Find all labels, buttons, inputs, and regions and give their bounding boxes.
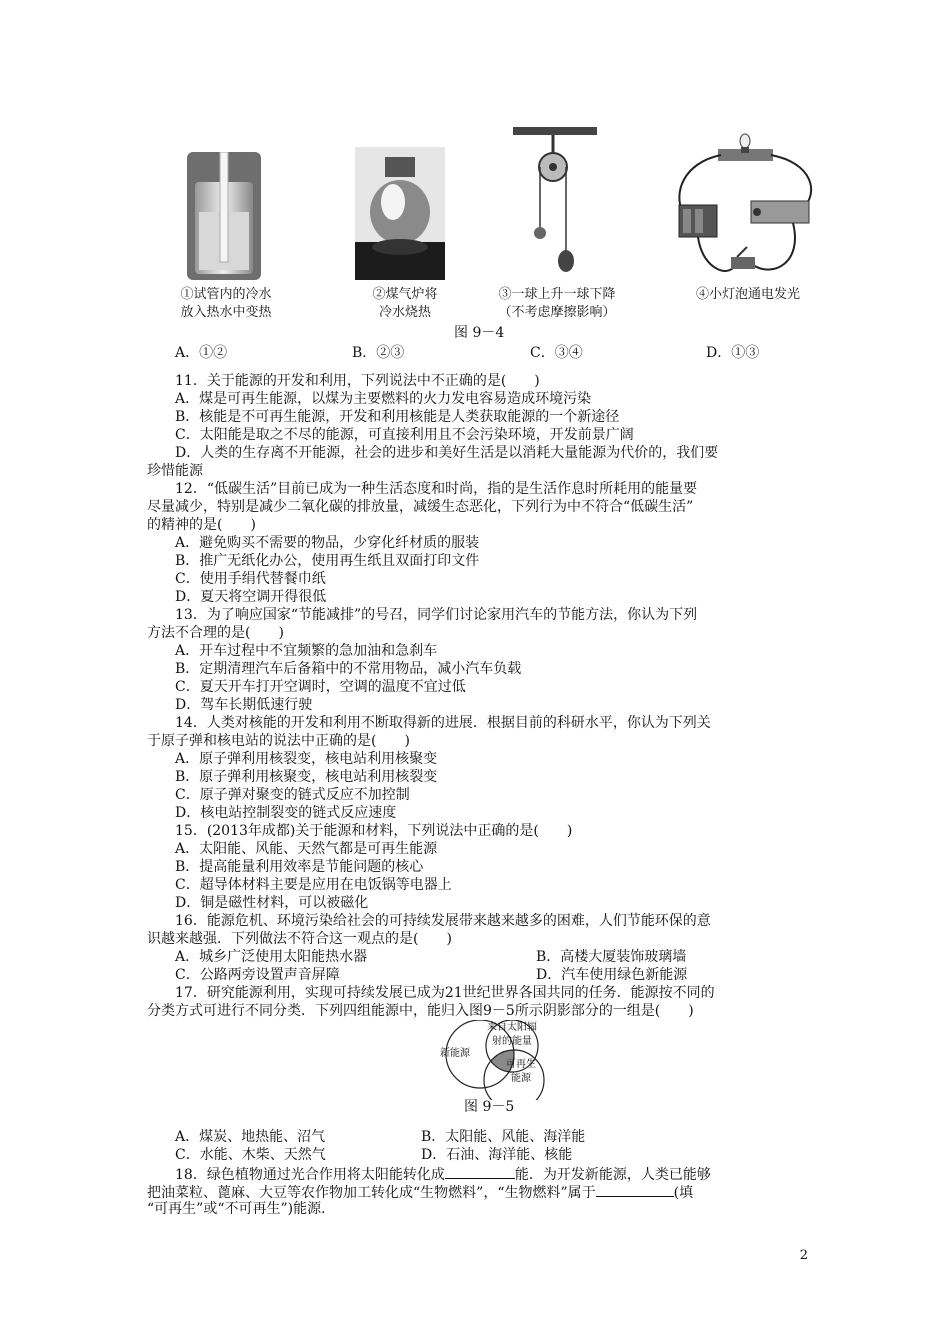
caption-3-line-1: ③一球上升一球下降 xyxy=(498,287,616,302)
q12-stem-2: 尽量减少，特别是减少二氧化碳的排放量，减缓生态恶化，下列行为中不符合“低碳生活” xyxy=(147,499,694,515)
q11-option-b: B．核能是不可再生能源，开发和利用核能是人类获取能源的一个新途径 xyxy=(175,409,620,425)
q16-option-b: B．高楼大厦装饰玻璃墙 xyxy=(536,949,687,965)
q14-stem-1: 14．人类对核能的开发和利用不断取得新的进展．根据目前的科研水平，你认为下列关 xyxy=(175,715,711,731)
q18-blank-1[interactable] xyxy=(445,1164,515,1179)
q18-text-2b: (填 xyxy=(673,1185,694,1201)
q15-option-c: C．超导体材料主要是应用在电饭锅等电器上 xyxy=(175,877,452,893)
q17-option-c: C．水能、木柴、天然气 xyxy=(175,1147,326,1163)
q12-option-d: D．夏天将空调开得很低 xyxy=(175,589,327,605)
caption-2 xyxy=(360,286,450,322)
q11-option-d-cont: 珍惜能源 xyxy=(147,463,203,479)
q12-option-a: A．避免购买不需要的物品，少穿化纤材质的服装 xyxy=(175,535,480,551)
venn-label-left: 新能源 xyxy=(440,1048,470,1059)
venn-label-top xyxy=(482,1021,542,1049)
q18-line-1 xyxy=(175,1164,711,1184)
q16-option-c: C．公路两旁设置声音屏障 xyxy=(175,967,340,983)
q13-stem-1: 13．为了响应国家“节能减排”的号召，同学们讨论家用汽车的节能方法，你认为下列 xyxy=(175,607,698,623)
caption-3-line-2: （不考虑摩擦影响） xyxy=(498,305,616,320)
caption-1 xyxy=(176,286,276,322)
q14-stem-2: 于原子弹和核电站的说法中正确的是( ) xyxy=(147,733,410,749)
q18-text-2a: 把油菜粒、蓖麻、大豆等农作物加工转化成“生物燃料”，“生物燃料”属于 xyxy=(147,1185,596,1201)
fig4-option-d: D．①③ xyxy=(706,345,760,361)
q12-option-b: B．推广无纸化办公，使用再生纸且双面打印文件 xyxy=(175,553,480,569)
q12-option-c: C．使用手绢代替餐巾纸 xyxy=(175,571,326,587)
q17-stem-2: 分类方式可进行不同分类．下列四组能源中，能归入图9－5所示阴影部分的一组是( ) xyxy=(147,1003,694,1019)
q16-stem-2: 识越来越强．下列做法不符合这一观点的是( ) xyxy=(147,931,452,947)
figure-pulley-image xyxy=(513,127,597,277)
q18-text-1b: 能．为开发新能源，人类已能够 xyxy=(514,1167,711,1183)
q18-text-1a: 18．绿色植物通过光合作用将太阳能转化成 xyxy=(175,1167,445,1183)
caption-2-line-2: 冷水烧热 xyxy=(378,305,431,320)
q14-option-b: B．原子弹利用核聚变，核电站利用核裂变 xyxy=(175,769,438,785)
q18-line-2 xyxy=(147,1182,693,1202)
caption-4-line-1: ④小灯泡通电发光 xyxy=(695,287,800,302)
q14-option-a: A．原子弹利用核裂变，核电站利用核聚变 xyxy=(175,751,438,767)
q14-option-c: C．原子弹对聚变的链式反应不加控制 xyxy=(175,787,410,803)
q17-option-a: A．煤炭、地热能、沼气 xyxy=(175,1129,326,1145)
caption-2-line-1: ②煤气炉将 xyxy=(372,287,438,302)
q16-option-d: D．汽车使用绿色新能源 xyxy=(536,967,688,983)
caption-1-line-2: 放入热水中变热 xyxy=(180,305,272,320)
fig4-option-a: A．①② xyxy=(175,345,228,361)
figure-9-4-title: 图 9－4 xyxy=(454,325,505,341)
caption-1-line-1: ①试管内的冷水 xyxy=(180,287,272,302)
q17-option-b: B．太阳能、风能、海洋能 xyxy=(421,1129,586,1145)
q13-option-d: D．驾车长期低速行驶 xyxy=(175,697,313,713)
q17-stem-1: 17．研究能源利用，实现可持续发展已成为21世纪世界各国共同的任务．能源按不同的 xyxy=(175,985,715,1001)
q18-line-3: “可再生”或“不可再生”)能源． xyxy=(147,1201,336,1217)
q11-stem: 11．关于能源的开发和利用，下列说法中不正确的是( ) xyxy=(175,373,540,389)
q13-option-b: B．定期清理汽车后备箱中的不常用物品，减小汽车负载 xyxy=(175,661,522,677)
q17-option-d: D．石油、海洋能、核能 xyxy=(421,1147,573,1163)
fig4-option-b: B．②③ xyxy=(352,345,405,361)
q15-option-d: D．铜是磁性材料，可以被磁化 xyxy=(175,895,369,911)
q18-blank-2[interactable] xyxy=(596,1182,674,1197)
q16-stem-1: 16．能源危机、环境污染给社会的可持续发展带来越来越多的困难，人们节能环保的意 xyxy=(175,913,711,929)
figure-circuit-image xyxy=(673,133,820,283)
q15-stem: 15．(2013年成都)关于能源和材料，下列说法中正确的是( ) xyxy=(175,823,573,839)
caption-4 xyxy=(683,286,813,304)
q14-option-d: D．核电站控制裂变的链式反应速度 xyxy=(175,805,397,821)
q16-option-a: A．城乡广泛使用太阳能热水器 xyxy=(175,949,368,965)
venn-label-right xyxy=(496,1058,546,1086)
figure-test-tube-image xyxy=(187,152,261,280)
caption-3 xyxy=(482,286,632,322)
q12-stem-1: 12．“低碳生活”目前已成为一种生活态度和时尚，指的是生活作息时所耗用的能量要 xyxy=(175,481,698,497)
q15-option-b: B．提高能量利用效率是节能问题的核心 xyxy=(175,859,424,875)
q11-option-d: D．人类的生存离不开能源，社会的进步和美好生活是以消耗大量能源为代价的，我们要 xyxy=(175,445,719,461)
page-number: 2 xyxy=(799,1248,808,1263)
figure-9-5-title: 图 9－5 xyxy=(464,1099,515,1115)
q13-option-c: C．夏天开车打开空调时，空调的温度不宜过低 xyxy=(175,679,466,695)
q13-option-a: A．开车过程中不宜频繁的急加油和急刹车 xyxy=(175,643,438,659)
venn-label-right-1: 可再生 xyxy=(506,1059,536,1070)
q11-option-c: C．太阳能是取之不尽的能源，可直接利用且不会污染环境，开发前景广阔 xyxy=(175,427,634,443)
venn-label-top-1: 来自太阳辐 xyxy=(487,1022,537,1033)
q13-stem-2: 方法不合理的是( ) xyxy=(147,625,284,641)
q12-stem-3: 的精神的是( ) xyxy=(147,517,256,533)
q11-option-a: A．煤是可再生能源，以煤为主要燃料的火力发电容易造成环境污染 xyxy=(175,391,592,407)
q15-option-a: A．太阳能、风能、天然气都是可再生能源 xyxy=(175,841,438,857)
figure-gas-stove-image xyxy=(355,147,445,280)
fig4-option-c: C．③④ xyxy=(530,345,583,361)
venn-label-right-2: 能源 xyxy=(511,1073,531,1084)
venn-label-top-2: 射的能量 xyxy=(492,1036,532,1047)
